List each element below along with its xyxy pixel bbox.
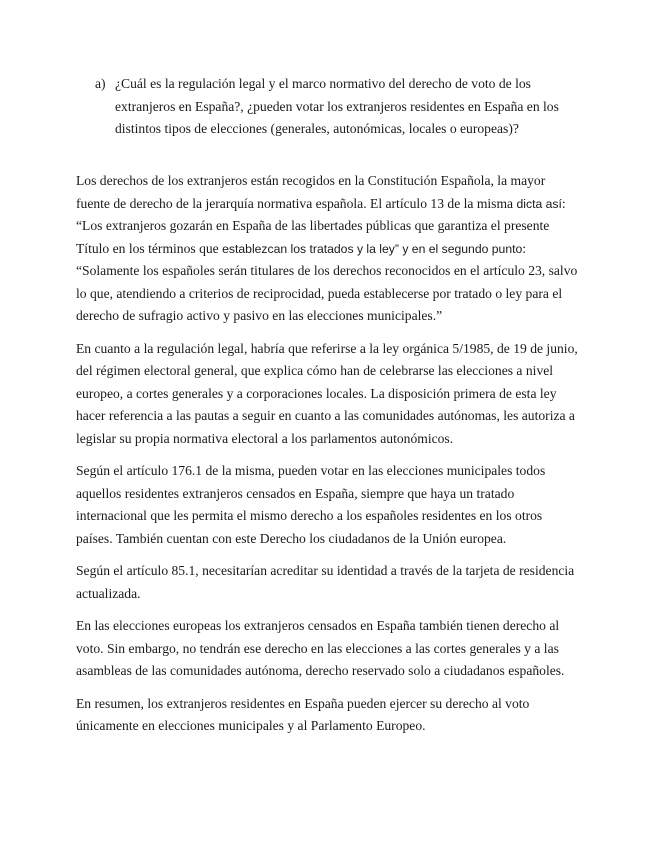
paragraph-european-elections: En las elecciones europeas los extranjeros censados en España también tienen derecho al voto. Sin embargo, no tendrán ese derecho en las elecciones a las cortes generales y a las asambleas de las comunidades autónoma, derecho reservado solo a ciudadanos españoles. (76, 618, 565, 678)
paragraph-text: Los derechos de los extranjeros están recogidos en la Constitución Española, la mayor fuente de derecho de la jerarquía normativa española. El artículo 13 de la misma (76, 173, 546, 211)
paragraph-summary: En resumen, los extranjeros residentes en España pueden ejercer su derecho al voto únicamente en elecciones municipales y al Parlamento Europeo. (76, 695, 530, 733)
question-text: ¿Cuál es la regulación legal y el marco normativo del derecho de voto de los extranjeros en España?, ¿pueden votar los extranjeros residentes en España en los distintos tipos de elecciones (generales, autonómicas, locales o europeas)? (115, 76, 559, 136)
font-changed-text: dicta así (516, 196, 562, 211)
document-body (76, 170, 581, 748)
paragraph-text: : “Los extranjeros gozarán en España de las libertades públicas que garantiza el presente Título en los términos que (76, 195, 566, 256)
paragraph-article-85: Según el artículo 85.1, necesitarían acreditar su identidad a través de la tarjeta de residencia actualizada. (76, 563, 575, 601)
paragraph-legal-regulation: En cuanto a la regulación legal, habría que referirse a la ley orgánica 5/1985, de 19 de junio, del régimen electoral general, que explica cómo han de celebrarse las elecciones a nivel europeo, a cortes generales y a corporaciones locales. La disposición primera de esta ley hacer referencia a las pautas a seguir en cuanto a las comunidades autónomas, les autoriza a legislar su propia normativa electoral a los parlamentos autonómicos. (76, 340, 578, 446)
list-marker: a) (95, 76, 106, 91)
question-item (95, 73, 585, 141)
paragraph-text: : “Solamente los españoles serán titulares de los derechos reconocidos en el artículo 23, salvo lo que, atendiendo a criterios de reciprocidad, pueda establecerse por tratado o ley para el derecho de sufragio activo y pasivo en las elecciones municipales.” (76, 240, 578, 323)
paragraph-article-176: Según el artículo 176.1 de la misma, pueden votar en las elecciones municipales todos aquellos residentes extranjeros censados en España, siempre que haya un tratado internacional que les permita el mismo derecho a los españoles residentes en los otros países. También cuentan con este Derecho los ciudadanos de la Unión europea. (76, 463, 546, 546)
font-changed-text: establezcan los tratados y la ley” y en el segundo punto (222, 241, 523, 256)
paragraph-constitution (76, 170, 581, 328)
